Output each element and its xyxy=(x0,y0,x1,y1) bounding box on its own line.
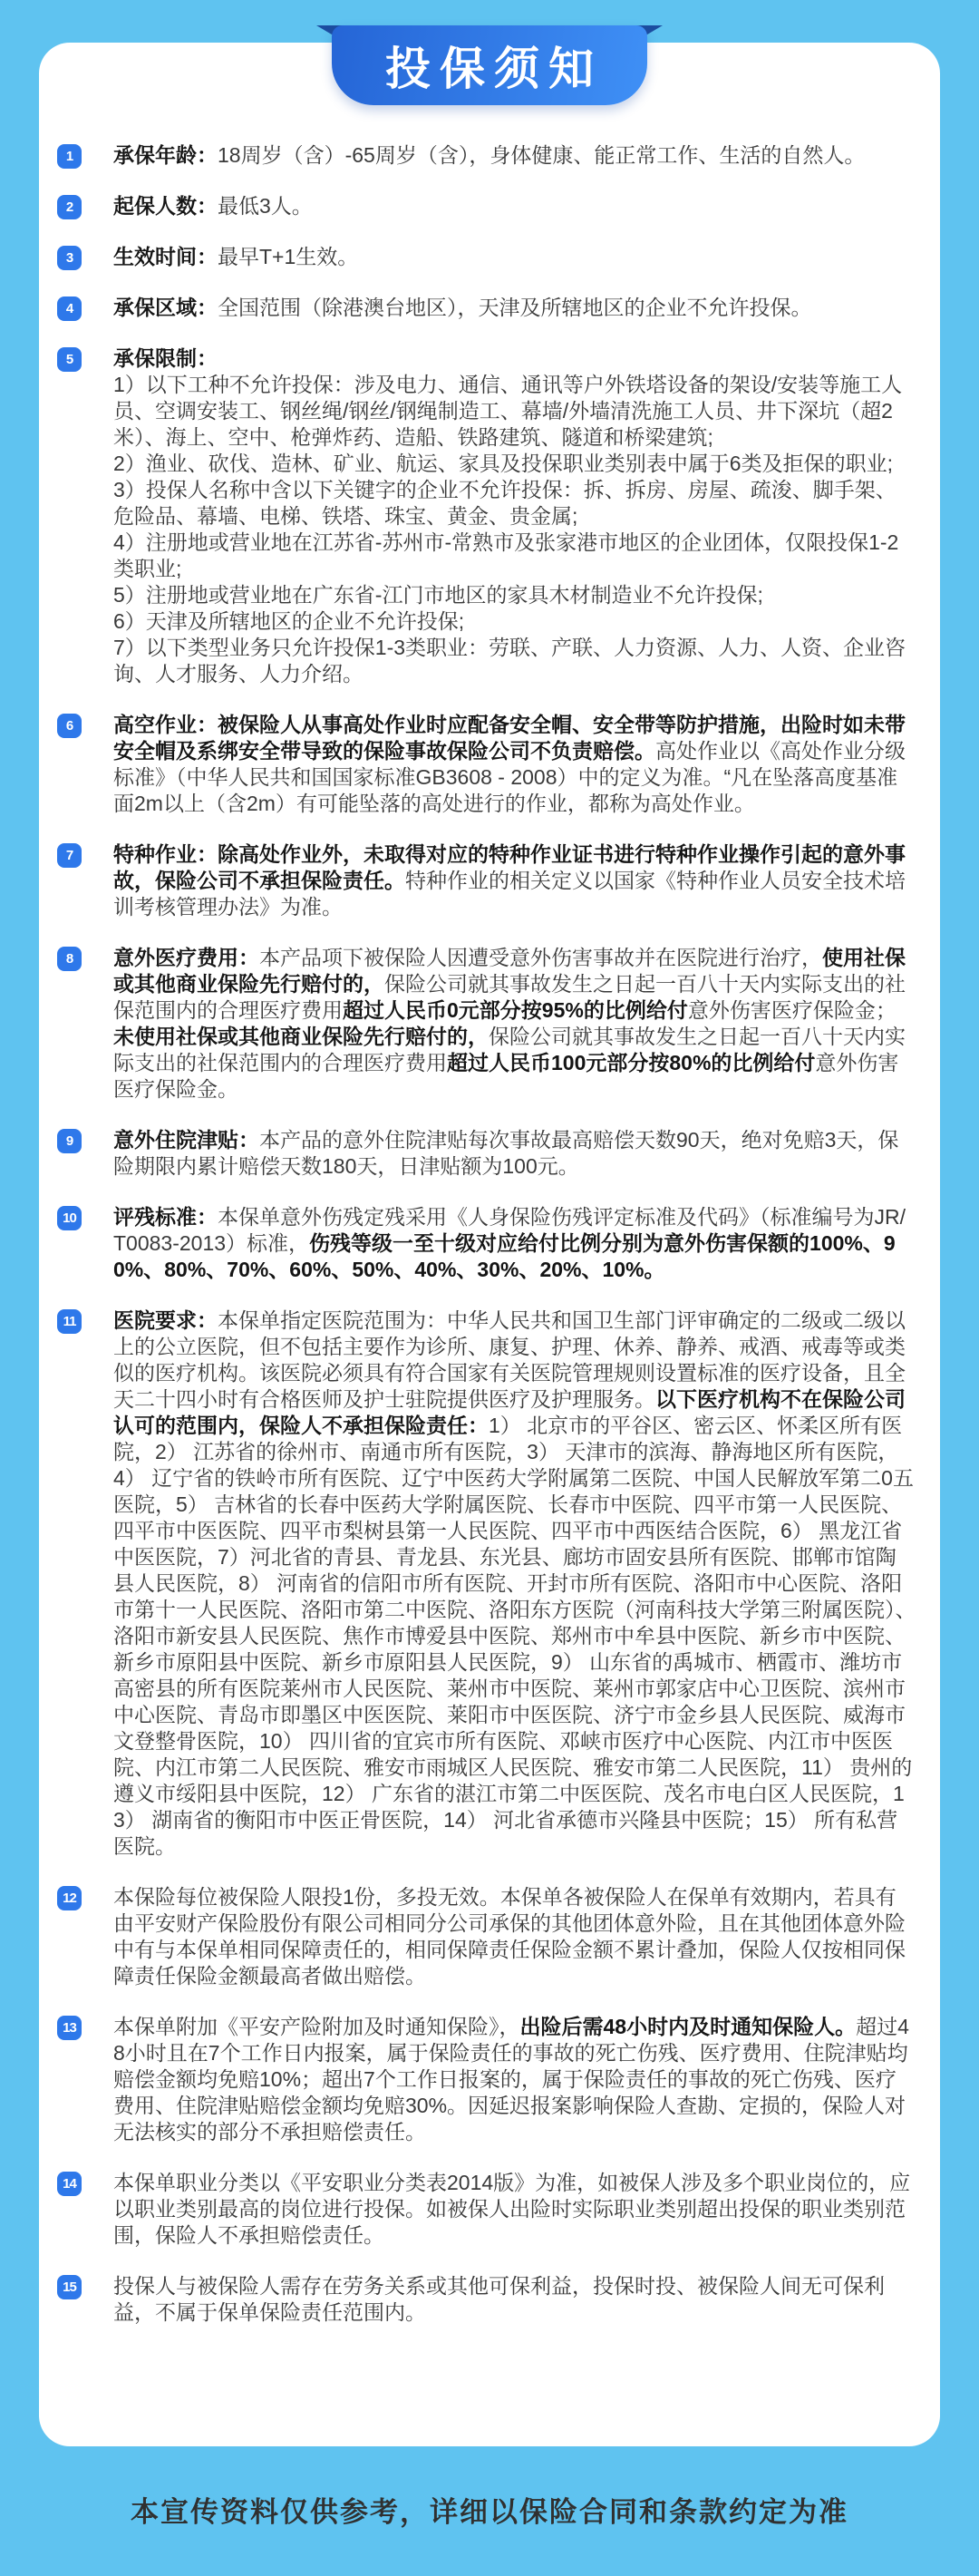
item-text xyxy=(113,2273,916,2326)
item-number-badge: 3 xyxy=(57,246,82,270)
notice-item xyxy=(57,345,916,687)
item-number-badge: 9 xyxy=(57,1129,82,1153)
text-run: 出险后需48小时内及时通知保险人。 xyxy=(519,2015,857,2038)
text-run: 3）投保人名称中含以下关键字的企业不允许投保：拆、拆房、房屋、疏浚、脚手架、危险品、幕墙、电梯、铁塔、珠宝、黄金、贵金属; xyxy=(113,478,897,528)
text-run: 5）注册地或营业地在广东省-江门市地区的家具木材制造业不允许投保; xyxy=(113,583,763,607)
text-run: 保险公司就其事故发生之日起一百八十天内实际支出的社保范围内的合理医疗费用 xyxy=(113,972,906,1022)
text-run: 未使用社保或其他商业保险先行赔付的， xyxy=(113,1025,489,1048)
text-run: 特种作业的相关定义以国家《特种作业人员安全技术培训考核管理办法》为准。 xyxy=(113,869,906,919)
text-run: 7）以下类型业务只允许投保1-3类职业：劳联、产联、人力资源、人力、人资、企业咨询、人才服务、人力介绍。 xyxy=(113,636,906,685)
item-text xyxy=(113,1307,916,1860)
text-run: 意外住院津贴： xyxy=(113,1128,259,1152)
text-run: 本保单职业分类以《平安职业分类表2014版》为准，如被保人涉及多个职业岗位的，应以职业类别最高的岗位进行投保。如被保人出险时实际职业类别超出投保的职业类别范围，保险人不承担赔偿责任。 xyxy=(113,2171,911,2247)
footer-disclaimer: 本宣传资料仅供参考，详细以保险合同和条款约定为准 xyxy=(131,2496,848,2528)
item-text xyxy=(113,712,916,817)
page-title: 投保须知 xyxy=(385,44,603,94)
notice-item xyxy=(57,841,916,920)
text-run: 本保单意外伤残定残采用《人身保险伤残评定标准及代码》（标准编号为JR/T0083-2013）标准， xyxy=(113,1205,906,1255)
text-run: 评残标准： xyxy=(113,1205,218,1229)
item-text xyxy=(113,1127,916,1180)
text-run: 伤残等级一至十级对应给付比例分别为意外伤害保额的100%、90%、80%、70%、60%、50%、40%、30%、20%、10%。 xyxy=(113,1231,896,1281)
item-number-badge: 12 xyxy=(57,1886,82,1910)
text-run: 投保人与被保险人需存在劳务关系或其他可保利益，投保时投、被保险人间无可保利益，不属于保单保险责任范围内。 xyxy=(113,2274,885,2324)
text-run: 18周岁（含）-65周岁（含），身体健康、能正常工作、生活的自然人。 xyxy=(218,143,866,167)
notice-item xyxy=(57,2014,916,2145)
text-run: 6）天津及所辖地区的企业不允许投保; xyxy=(113,609,465,633)
text-run: 高处作业以《高处作业分级标准》（中华人民共和国国家标准GB3608 - 2008）中的定义为准。“凡在坠落高度基准面2m以上（含2m）有可能坠落的高处进行的作业，都称为高处作业。 xyxy=(113,739,906,815)
item-number-badge: 11 xyxy=(57,1309,82,1334)
notice-item xyxy=(57,1307,916,1860)
text-run: 特种作业： xyxy=(113,842,218,866)
text-run: 超过人民币0元部分按95%的比例给付 xyxy=(343,998,688,1022)
item-number-badge: 13 xyxy=(57,2016,82,2040)
item-number-badge: 5 xyxy=(57,347,82,372)
notice-item xyxy=(57,2170,916,2249)
text-run: 承保区域： xyxy=(113,296,218,319)
item-number-badge: 10 xyxy=(57,1206,82,1230)
item-number-badge: 4 xyxy=(57,296,82,321)
item-text xyxy=(113,2170,916,2249)
text-run: 1）以下工种不允许投保：涉及电力、通信、通讯等户外铁塔设备的架设/安装等施工人员、空调安装工、钢丝绳/钢丝/钢绳制造工、幕墙/外墙清洗施工人员、井下深坑（超2米）、海上、空中、枪弹炸药、造船、铁路建筑、隧道和桥梁建筑; xyxy=(113,373,903,449)
item-text xyxy=(113,1884,916,1989)
text-run: 超过48小时且在7个工作日内报案，属于保险责任的事故的死亡伤残、医疗费用、住院津贴均赔偿金额均免赔10%；超出7个工作日报案的，属于保险责任的事故的死亡伤残、医疗费用、住院津贴赔偿金额均免赔30%。因延迟报案影响保险人查勘、定损的，保险人对无法核实的部分不承担赔偿责任。 xyxy=(113,2015,909,2143)
item-number-badge: 2 xyxy=(57,195,82,219)
item-number-badge: 7 xyxy=(57,843,82,868)
text-run: 本保单附加《平安产险附加及时通知保险》， xyxy=(113,2015,520,2038)
text-run: 本保险每位被保险人限投1份，多投无效。本保单各被保险人在保单有效期内，若具有由平安财产保险股份有限公司相同分公司承保的其他团体意外险，且在其他团体意外险中有与本保单相同保障责任的，相同保障责任保险金额不累计叠加，保险人仅按相同保障责任保险金额最高者做出赔偿。 xyxy=(113,1885,906,1988)
notice-item xyxy=(57,244,916,270)
item-text xyxy=(113,841,916,920)
notice-item xyxy=(57,193,916,219)
text-run: 本保单指定医院范围为：中华人民共和国卫生部门评审确定的二级或二级以上的公立医院，但不包括主要作为诊所、康复、护理、休养、静养、戒酒、戒毒等或类似的医疗机构。该医院必须具有符合国家有关医院管理规则设置标准的医疗设备，且全天二十四小时有合格医师及护士驻院提供医疗及护理服务。 xyxy=(113,1308,906,1411)
notice-item xyxy=(57,712,916,817)
text-run: 本产品项下被保险人因遭受意外伤害事故并在医院进行治疗， xyxy=(259,946,822,969)
text-run: 最低3人。 xyxy=(218,194,313,218)
text-run: 承保限制： xyxy=(113,346,218,370)
text-run: 高空作业： xyxy=(113,713,218,736)
notice-item xyxy=(57,1884,916,1989)
text-run: 除高处作业外，未取得对应的特种作业证书进行特种作业操作引起的意外事故，保险公司不承担保险责任。 xyxy=(113,842,906,892)
ribbon-body xyxy=(332,25,647,105)
item-text xyxy=(113,2014,916,2145)
item-text xyxy=(113,193,916,219)
item-number-badge: 1 xyxy=(57,144,82,169)
item-text xyxy=(113,945,916,1103)
text-run: 意外伤害医疗保险金。 xyxy=(113,1051,899,1101)
text-run: 被保险人从事高处作业时应配备安全帽、安全带等防护措施，出险时如未带安全帽及系绑安全带导致的保险事故保险公司不负责赔偿。 xyxy=(113,713,906,763)
notice-item xyxy=(57,1204,916,1283)
notice-item xyxy=(57,1127,916,1180)
text-run: 全国范围（除港澳台地区），天津及所辖地区的企业不允许投保。 xyxy=(218,296,812,319)
notice-list xyxy=(57,142,916,2350)
item-number-badge: 8 xyxy=(57,947,82,971)
text-run: 2）渔业、砍伐、造林、矿业、航运、家具及投保职业类别表中属于6类及拒保的职业; xyxy=(113,452,893,475)
text-run: 保险公司就其事故发生之日起一百八十天内实际支出的社保范围内的合理医疗费用 xyxy=(113,1025,906,1074)
title-ribbon xyxy=(332,25,647,105)
text-run: 4）注册地或营业地在江苏省-苏州市-常熟市及张家港市地区的企业团体，仅限投保1-2类职业; xyxy=(113,530,899,580)
notice-item xyxy=(57,2273,916,2326)
item-text xyxy=(113,244,916,270)
text-run: 超过人民币100元部分按80%的比例给付 xyxy=(447,1051,816,1074)
text-run: 意外伤害医疗保险金； xyxy=(687,998,897,1022)
text-run: 医院要求： xyxy=(113,1308,218,1332)
text-run: 以下医疗机构不在保险公司认可的范围内，保险人不承担保险责任： xyxy=(113,1387,906,1437)
text-run: 生效时间： xyxy=(113,245,218,268)
item-number-badge: 14 xyxy=(57,2172,82,2196)
text-run: 使用社保或其他商业保险先行赔付的， xyxy=(113,946,906,996)
item-text xyxy=(113,1204,916,1283)
text-run: 承保年龄： xyxy=(113,143,218,167)
text-run: 起保人数： xyxy=(113,194,218,218)
notice-item xyxy=(57,142,916,169)
text-run: 最早T+1生效。 xyxy=(218,245,359,268)
text-run: 1） 北京市的平谷区、密云区、怀柔区所有医院，2） 江苏省的徐州市、南通市所有医院，3） 天津市的滨海、静海地区所有医院，4） 辽宁省的铁岭市所有医院、辽宁中医药大学附属第二医院、中国人民解放军第二0五医院，5） 吉林省的长春中医药大学附属医院、长春市中医院、四平市第一人民医院、四平市中医医院、四平市梨树县第一人民医院、四平市中西医结合医院，6） 黑龙江省中医医院，7）河北省的青县、青龙县、东光县、廊坊市固安县所有医院、邯郸市馆陶县人民医院，8） 河南省的信阳市所有医院、开封市所有医院、洛阳市中心医院、洛阳市第十一人民医院、洛阳市第二中医院、洛阳东方医院（河南科技大学第三附属医院）、洛阳市新安县人民医院、焦作市博爱县中医院、郑州市中牟县中医院、新乡市中医院、新乡市原阳县中医院、新乡市原阳县人民医院，9） 山东省的禹城市、栖霞市、潍坊市高密县的所有医院莱州市人民医院、莱州市中医院、莱州市郭家店中心卫医院、滨州市中心医院、青岛市即墨区中医医院、莱阳市中医医院、济宁市金乡县人民医院、威海市文登整骨医院，10） 四川省的宜宾市所有医院、邓峡市医疗中心医院、内江市中医医院、内江市第二人民医院、雅安市雨城区人民医院、雅安市第二人民医院，11） 贵州的遵义市绥阳县中医院，12） 广东省的湛江市第二中医医院、茂名市电白区人民医院，13） 湖南省的衡阳市中医正骨医院，14） 河北省承德市兴隆县中医院；15） 所有私营医院。 xyxy=(113,1414,916,1858)
item-number-badge: 6 xyxy=(57,714,82,738)
notice-item xyxy=(57,945,916,1103)
text-run: 意外医疗费用： xyxy=(113,946,259,969)
item-text xyxy=(113,142,916,169)
item-number-badge: 15 xyxy=(57,2275,82,2299)
item-text xyxy=(113,345,916,687)
item-text xyxy=(113,295,916,321)
text-run: 本产品的意外住院津贴每次事故最高赔偿天数90天，绝对免赔3天，保险期限内累计赔偿天数180天，日津贴额为100元。 xyxy=(113,1128,899,1178)
notice-item xyxy=(57,295,916,321)
